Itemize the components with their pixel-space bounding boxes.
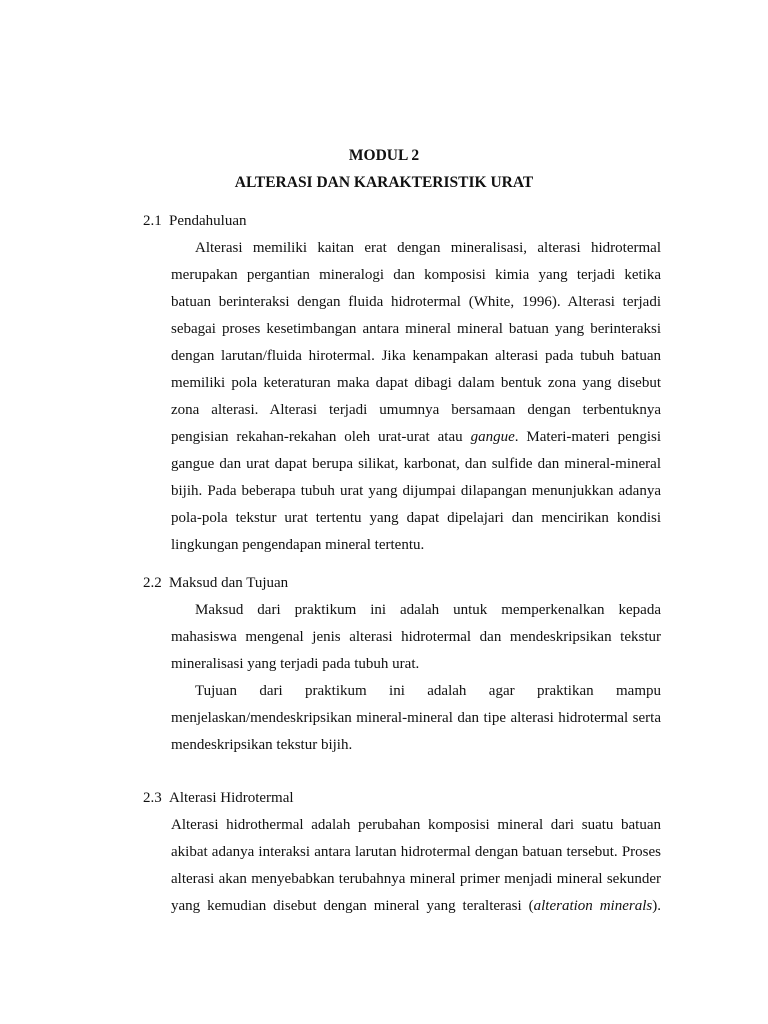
paragraph-line: merupakan pergantian mineralogi dan komposisi kimia yang terjadi ketika — [171, 267, 661, 283]
paragraph-line: lingkungan pengendapan mineral tertentu. — [171, 537, 425, 553]
paragraph-line: pola-pola tekstur urat tertentu yang dapat dipelajari dan mencirikan kondisi — [171, 510, 661, 526]
paragraph-line: akibat adanya interaksi antara larutan hidrotermal dengan batuan tersebut. Proses — [171, 844, 661, 860]
section-number: 2.2 — [143, 575, 162, 591]
section-number: 2.1 — [143, 213, 162, 229]
paragraph-line: Alterasi memiliki kaitan erat dengan mineralisasi, alterasi hidrotermal — [195, 240, 661, 256]
chapter-title: ALTERASI DAN KARAKTERISTIK URAT — [234, 174, 534, 191]
paragraph-line: batuan berinteraksi dengan fluida hidrotermal (White, 1996). Alterasi terjadi — [171, 294, 661, 310]
paragraph-line: Maksud dari praktikum ini adalah untuk memperkenalkan kepada — [195, 602, 661, 618]
paragraph-line: menjelaskan/mendeskripsikan mineral-mineral dan tipe alterasi hidrotermal serta — [171, 710, 661, 726]
paragraph-line — [171, 427, 661, 447]
section-label: Pendahuluan — [169, 213, 247, 229]
paragraph-line: dengan larutan/fluida hirotermal. Jika kenampakan alterasi pada tubuh batuan — [171, 348, 661, 364]
section-label: Alterasi Hidrotermal — [169, 790, 294, 806]
text-run: . Materi-materi pengisi — [514, 429, 661, 445]
italic-term: gangue — [470, 429, 515, 445]
paragraph-line: gangue dan urat dapat berupa silikat, karbonat, dan sulfide dan mineral-mineral — [171, 456, 661, 472]
section-number: 2.3 — [143, 790, 162, 806]
section-label: Maksud dan Tujuan — [169, 575, 289, 591]
text-run: yang kemudian disebut dengan mineral yang teralterasi ( — [171, 898, 534, 914]
paragraph-line: bijih. Pada beberapa tubuh urat yang dijumpai dilapangan menunjukkan adanya — [171, 483, 661, 499]
paragraph-line: zona alterasi. Alterasi terjadi umumnya bersamaan dengan terbentuknya — [171, 402, 661, 418]
paragraph-line: mahasiswa mengenal jenis alterasi hidrotermal dan mendeskripsikan tekstur — [171, 629, 661, 645]
paragraph-line: memiliki pola keteraturan maka dapat dibagi dalam bentuk zona yang disebut — [171, 375, 661, 391]
paragraph-line: alterasi akan menyebabkan terubahnya mineral primer menjadi mineral sekunder — [171, 871, 661, 887]
module-title: MODUL 2 — [348, 147, 420, 164]
section-heading-2-1 — [143, 211, 246, 231]
section-heading-2-3 — [143, 788, 294, 808]
text-run: ). — [652, 898, 661, 914]
paragraph-line: mineralisasi yang terjadi pada tubuh urat. — [171, 656, 420, 672]
paragraph-line: Tujuan dari praktikum ini adalah agar praktikan mampu — [195, 683, 661, 699]
text-run: pengisian rekahan-rekahan oleh urat-urat atau — [171, 429, 471, 445]
paragraph-line: sebagai proses kesetimbangan antara mineral mineral batuan yang berinteraksi — [171, 321, 661, 337]
italic-term: alteration minerals — [533, 898, 653, 914]
paragraph-line — [171, 896, 661, 916]
section-heading-2-2 — [143, 573, 288, 593]
paragraph-line: Alterasi hidrothermal adalah perubahan komposisi mineral dari suatu batuan — [171, 817, 661, 833]
paragraph-line: mendeskripsikan tekstur bijih. — [171, 737, 353, 753]
